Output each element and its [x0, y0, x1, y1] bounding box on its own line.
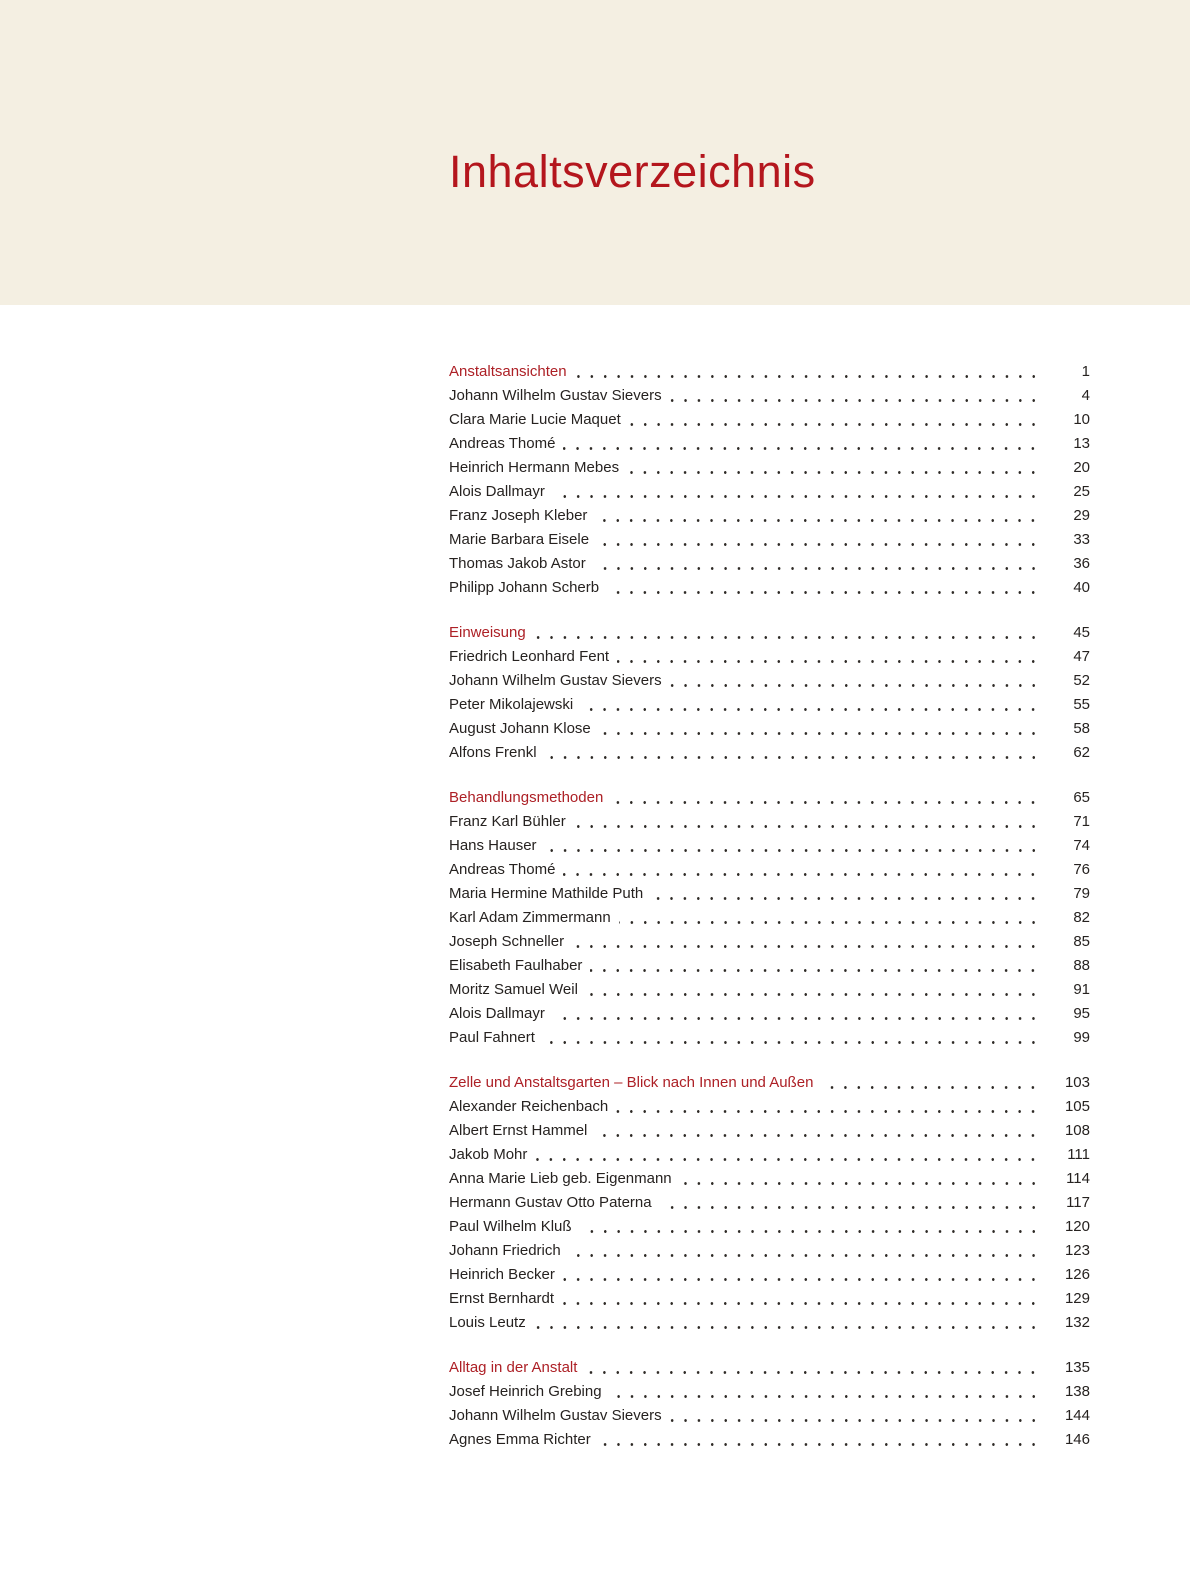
toc-entry-title: Anna Marie Lieb geb. Eigenmann [449, 1170, 672, 1187]
toc-page-number: 36 [1073, 555, 1090, 572]
toc-entry-row [449, 978, 1090, 1002]
toc-entry-row [449, 408, 1090, 432]
toc-page-number: 117 [1066, 1194, 1090, 1211]
toc-entry-title: Philipp Johann Scherb [449, 579, 600, 596]
toc-page-number: 62 [1073, 744, 1090, 761]
toc-entry-title: Franz Joseph Kleber [449, 507, 588, 524]
toc-entry-row [449, 1026, 1090, 1050]
toc-entry-row [449, 645, 1090, 669]
toc-page-number: 129 [1064, 1290, 1090, 1307]
toc-entry-row [449, 906, 1090, 930]
toc-entry-row [449, 1191, 1090, 1215]
toc-page-number: 123 [1064, 1242, 1090, 1259]
toc-entry-title: Johann Wilhelm Gustav Sievers [449, 387, 662, 404]
toc-entry-row [449, 1239, 1090, 1263]
page-title: Inhaltsverzeichnis [449, 146, 816, 198]
dot-leader [563, 1263, 1040, 1287]
toc-page-number: 58 [1073, 720, 1090, 737]
dot-leader [535, 1143, 1040, 1167]
toc-entry-row [449, 504, 1090, 528]
toc-entry-row [449, 1215, 1090, 1239]
toc-section-title: Anstaltsansichten [449, 363, 567, 380]
dot-leader [590, 954, 1040, 978]
dot-leader [563, 858, 1040, 882]
dot-leader [597, 528, 1040, 552]
toc-entry-title: Andreas Thomé [449, 435, 556, 452]
toc-page-number: 20 [1073, 459, 1090, 476]
dot-leader [574, 810, 1040, 834]
toc-page-number: 76 [1073, 861, 1090, 878]
toc-page-number: 126 [1064, 1266, 1090, 1283]
toc-page-number: 4 [1081, 387, 1090, 404]
toc-page-number: 138 [1064, 1383, 1090, 1400]
toc-entry-title: Josef Heinrich Grebing [449, 1383, 602, 1400]
dot-leader [545, 834, 1040, 858]
dot-leader [545, 741, 1040, 765]
toc-page-number: 65 [1073, 789, 1090, 806]
toc-entry-title: August Johann Klose [449, 720, 591, 737]
toc-entry-title: Alois Dallmayr [449, 1005, 545, 1022]
dot-leader [670, 384, 1040, 408]
toc-entry-row [449, 480, 1090, 504]
toc-entry-title: Ernst Bernhardt [449, 1290, 555, 1307]
dot-leader [619, 906, 1040, 930]
dot-leader [580, 1215, 1040, 1239]
dot-leader [616, 1095, 1040, 1119]
dot-leader [569, 1239, 1040, 1263]
toc-section-title: Behandlungsmethoden [449, 789, 604, 806]
toc-entry-title: Moritz Samuel Weil [449, 981, 578, 998]
toc-entry-row [449, 810, 1090, 834]
dot-leader [553, 1002, 1040, 1026]
toc-entry-row [449, 456, 1090, 480]
toc-entry-row [449, 1311, 1090, 1335]
toc-section-row [449, 1356, 1090, 1380]
toc-entry-title: Thomas Jakob Astor [449, 555, 586, 572]
dot-leader [595, 1119, 1040, 1143]
toc-entry-title: Louis Leutz [449, 1314, 526, 1331]
toc-section-row [449, 360, 1090, 384]
toc-entry-row [449, 858, 1090, 882]
toc-section-row [449, 1071, 1090, 1095]
toc-entry-title: Johann Wilhelm Gustav Sievers [449, 1407, 662, 1424]
dot-leader [586, 978, 1040, 1002]
toc-section-row [449, 621, 1090, 645]
toc-page-number: 82 [1073, 909, 1090, 926]
toc-page-number: 10 [1073, 411, 1090, 428]
toc-page-number: 33 [1073, 531, 1090, 548]
toc-page-number: 99 [1073, 1029, 1090, 1046]
toc-page-number: 45 [1073, 624, 1090, 641]
toc-page-number: 95 [1073, 1005, 1090, 1022]
toc-entry-title: Joseph Schneller [449, 933, 565, 950]
dot-leader [572, 930, 1040, 954]
toc-entry-row [449, 741, 1090, 765]
dot-leader [585, 1356, 1040, 1380]
toc-entry-title: Johann Wilhelm Gustav Sievers [449, 672, 662, 689]
toc-page-number: 105 [1064, 1098, 1090, 1115]
toc-entry-row [449, 693, 1090, 717]
toc-page-number: 25 [1073, 483, 1090, 500]
dot-leader [594, 552, 1040, 576]
toc-page-number: 1 [1081, 363, 1090, 380]
toc-page-number: 85 [1073, 933, 1090, 950]
toc-entry-title: Elisabeth Faulhaber [449, 957, 583, 974]
toc-entry-row [449, 834, 1090, 858]
toc-entry-title: Johann Friedrich [449, 1242, 561, 1259]
toc-page-number: 29 [1073, 507, 1090, 524]
toc-entry-row [449, 552, 1090, 576]
toc-entry-title: Albert Ernst Hammel [449, 1122, 588, 1139]
toc-entry-row [449, 954, 1090, 978]
dot-leader [617, 645, 1040, 669]
toc-section-title: Alltag in der Anstalt [449, 1359, 578, 1376]
dot-leader [575, 360, 1040, 384]
toc-entry-title: Karl Adam Zimmermann [449, 909, 611, 926]
toc-entry-row [449, 432, 1090, 456]
toc-entry-title: Clara Marie Lucie Maquet [449, 411, 621, 428]
dot-leader [563, 432, 1040, 456]
toc-entry-row [449, 1263, 1090, 1287]
toc-page-number: 108 [1064, 1122, 1090, 1139]
dot-leader [670, 1404, 1040, 1428]
toc-page-number: 79 [1073, 885, 1090, 902]
dot-leader [581, 693, 1040, 717]
toc-entry-row [449, 1002, 1090, 1026]
toc-entry-title: Agnes Emma Richter [449, 1431, 591, 1448]
toc-entry-row [449, 1287, 1090, 1311]
dot-leader [562, 1287, 1040, 1311]
toc-entry-title: Hermann Gustav Otto Paterna [449, 1194, 652, 1211]
dot-leader [553, 480, 1040, 504]
toc-entry-row [449, 717, 1090, 741]
toc-entry-title: Heinrich Becker [449, 1266, 555, 1283]
toc-entry-row [449, 1380, 1090, 1404]
toc-entry-title: Paul Fahnert [449, 1029, 535, 1046]
toc-entry-title: Alexander Reichenbach [449, 1098, 609, 1115]
toc-entry-row [449, 1119, 1090, 1143]
toc-entry-title: Heinrich Hermann Mebes [449, 459, 620, 476]
toc-list [449, 360, 1090, 1452]
dot-leader [610, 1380, 1040, 1404]
toc-entry-title: Alois Dallmayr [449, 483, 545, 500]
toc-entry-title: Alfons Frenkl [449, 744, 537, 761]
toc-section-row [449, 786, 1090, 810]
toc-entry-title: Maria Hermine Mathilde Puth [449, 885, 644, 902]
dot-leader [821, 1071, 1040, 1095]
dot-leader [599, 717, 1040, 741]
toc-page-number: 114 [1066, 1170, 1090, 1187]
toc-entry-title: Friedrich Leonhard Fent [449, 648, 610, 665]
toc-entry-row [449, 1143, 1090, 1167]
toc-page-number: 52 [1073, 672, 1090, 689]
toc-page-number: 71 [1073, 813, 1090, 830]
toc-page-number: 88 [1073, 957, 1090, 974]
dot-leader [599, 1428, 1040, 1452]
toc-section-title: Einweisung [449, 624, 526, 641]
toc-entry-title: Marie Barbara Eisele [449, 531, 590, 548]
toc-page-number: 120 [1064, 1218, 1090, 1235]
toc-entry-row [449, 882, 1090, 906]
toc-entry-row [449, 930, 1090, 954]
toc-page-number: 144 [1064, 1407, 1090, 1424]
toc-page-number: 132 [1064, 1314, 1090, 1331]
toc-entry-row [449, 1404, 1090, 1428]
toc-entry-row [449, 1167, 1090, 1191]
dot-leader [543, 1026, 1040, 1050]
dot-leader [670, 669, 1040, 693]
toc-entry-row [449, 1095, 1090, 1119]
toc-entry-title: Andreas Thomé [449, 861, 556, 878]
dot-leader [534, 621, 1040, 645]
toc-page-number: 111 [1067, 1146, 1090, 1163]
toc-page-number: 55 [1073, 696, 1090, 713]
dot-leader [651, 882, 1040, 906]
toc-entry-title: Hans Hauser [449, 837, 537, 854]
toc-entry-row [449, 528, 1090, 552]
toc-entry-row [449, 669, 1090, 693]
toc-page-number: 47 [1073, 648, 1090, 665]
dot-leader [534, 1311, 1040, 1335]
toc-entry-title: Paul Wilhelm Kluß [449, 1218, 572, 1235]
dot-leader [595, 504, 1040, 528]
toc-entry-row [449, 1428, 1090, 1452]
dot-leader [611, 786, 1040, 810]
toc-entry-title: Jakob Mohr [449, 1146, 528, 1163]
toc-page-number: 40 [1073, 579, 1090, 596]
toc-page-number: 135 [1064, 1359, 1090, 1376]
dot-leader [660, 1191, 1040, 1215]
toc-entry-row [449, 576, 1090, 600]
toc-entry-title: Peter Mikolajewski [449, 696, 574, 713]
toc-page-number: 146 [1064, 1431, 1090, 1448]
toc-entry-title: Franz Karl Bühler [449, 813, 566, 830]
dot-leader [680, 1167, 1040, 1191]
toc-section-title: Zelle und Anstaltsgarten – Blick nach Innen und Außen [449, 1074, 814, 1091]
toc-entry-row [449, 384, 1090, 408]
toc-page-number: 74 [1073, 837, 1090, 854]
toc-page-number: 103 [1064, 1074, 1090, 1091]
dot-leader [607, 576, 1040, 600]
dot-leader [629, 408, 1040, 432]
dot-leader [627, 456, 1040, 480]
toc-page-number: 13 [1073, 435, 1090, 452]
toc-page-number: 91 [1073, 981, 1090, 998]
